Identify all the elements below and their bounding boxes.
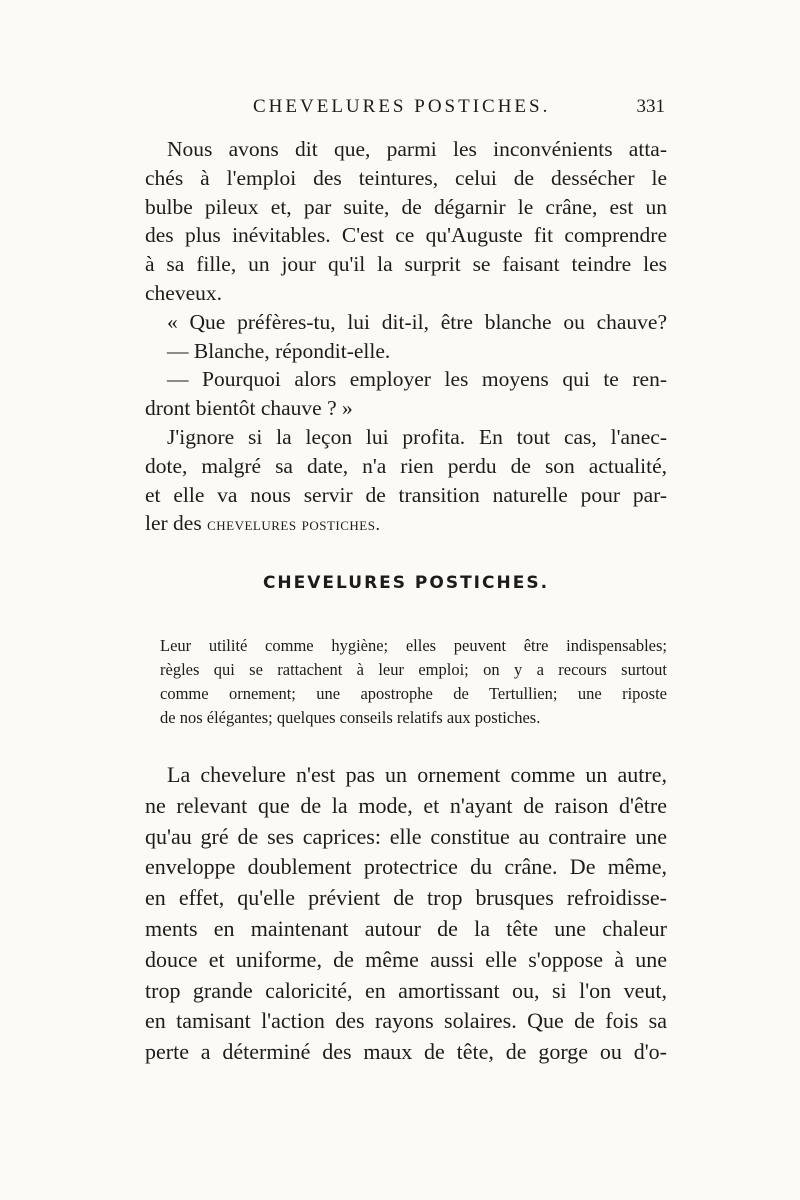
page-number: 331	[636, 96, 665, 117]
text-line: cheveux.	[145, 280, 223, 305]
text-line: en effet, qu'elle prévient de trop brusques refroidisse-	[145, 885, 667, 911]
running-head	[145, 96, 665, 124]
text-line: ne relevant que de la mode, et n'ayant de raison d'être	[145, 792, 667, 818]
dialogue-line: dront bientôt chauve ? »	[145, 396, 353, 421]
dialogue-line: — Blanche, répondit-elle.	[167, 338, 391, 363]
summary-line: Leur utilité comme hygiène; elles peuvent être indispensables;	[160, 636, 667, 655]
summary-line: comme ornement; une apostrophe de Tertullien; une riposte	[160, 684, 667, 703]
text-line: J'ignore si la leçon lui profita. En tout cas, l'anec-	[167, 424, 667, 449]
smallcaps-term: chevelures postiches.	[207, 514, 381, 535]
body-paragraph	[145, 760, 667, 1068]
summary-line: règles qui se rattachent à leur emploi; on y a recours surtout	[160, 660, 667, 679]
text-line: en tamisant l'action des rayons solaires. Que de fois sa	[145, 1008, 667, 1034]
text-fragment: ler des	[145, 511, 202, 536]
text-line: enveloppe doublement protectrice du crâne. De même,	[145, 854, 667, 880]
opening-paragraph	[145, 135, 667, 538]
dialogue-line: « Que préfères-tu, lui dit-il, être blanche ou chauve?	[167, 309, 667, 334]
text-line: bulbe pileux et, par suite, de dégarnir le crâne, est un	[145, 194, 667, 219]
text-line: qu'au gré de ses caprices: elle constitue au contraire une	[145, 823, 667, 849]
section-summary	[160, 634, 667, 730]
running-title: CHEVELURES POSTICHES.	[253, 96, 551, 117]
text-line: trop grande caloricité, en amortissant ou, si l'on veut,	[145, 977, 667, 1003]
text-line: ments en maintenant autour de la tête une chaleur	[145, 915, 667, 941]
text-line: à sa fille, un jour qu'il la surprit se faisant teindre les	[145, 252, 667, 277]
text-line: des plus inévitables. C'est ce qu'Auguste fit comprendre	[145, 223, 667, 248]
text-line: La chevelure n'est pas un ornement comme un autre,	[167, 762, 667, 787]
text-line: douce et uniforme, de même aussi elle s'oppose à une	[145, 946, 667, 972]
text-line: et elle va nous servir de transition naturelle pour par-	[145, 482, 667, 507]
summary-line: de nos élégantes; quelques conseils relatifs aux postiches.	[160, 708, 541, 727]
text-line: Nous avons dit que, parmi les inconvénients atta-	[167, 137, 667, 161]
text-line	[145, 509, 667, 538]
text-line: dote, malgré sa date, n'a rien perdu de son actualité,	[145, 453, 667, 478]
section-title: CHEVELURES POSTICHES.	[262, 573, 550, 593]
text-line: chés à l'emploi des teintures, celui de dessécher le	[145, 165, 667, 190]
dialogue-line: — Pourquoi alors employer les moyens qui te ren-	[167, 367, 667, 392]
text-line: perte a déterminé des maux de tête, de gorge ou d'o-	[145, 1039, 667, 1065]
